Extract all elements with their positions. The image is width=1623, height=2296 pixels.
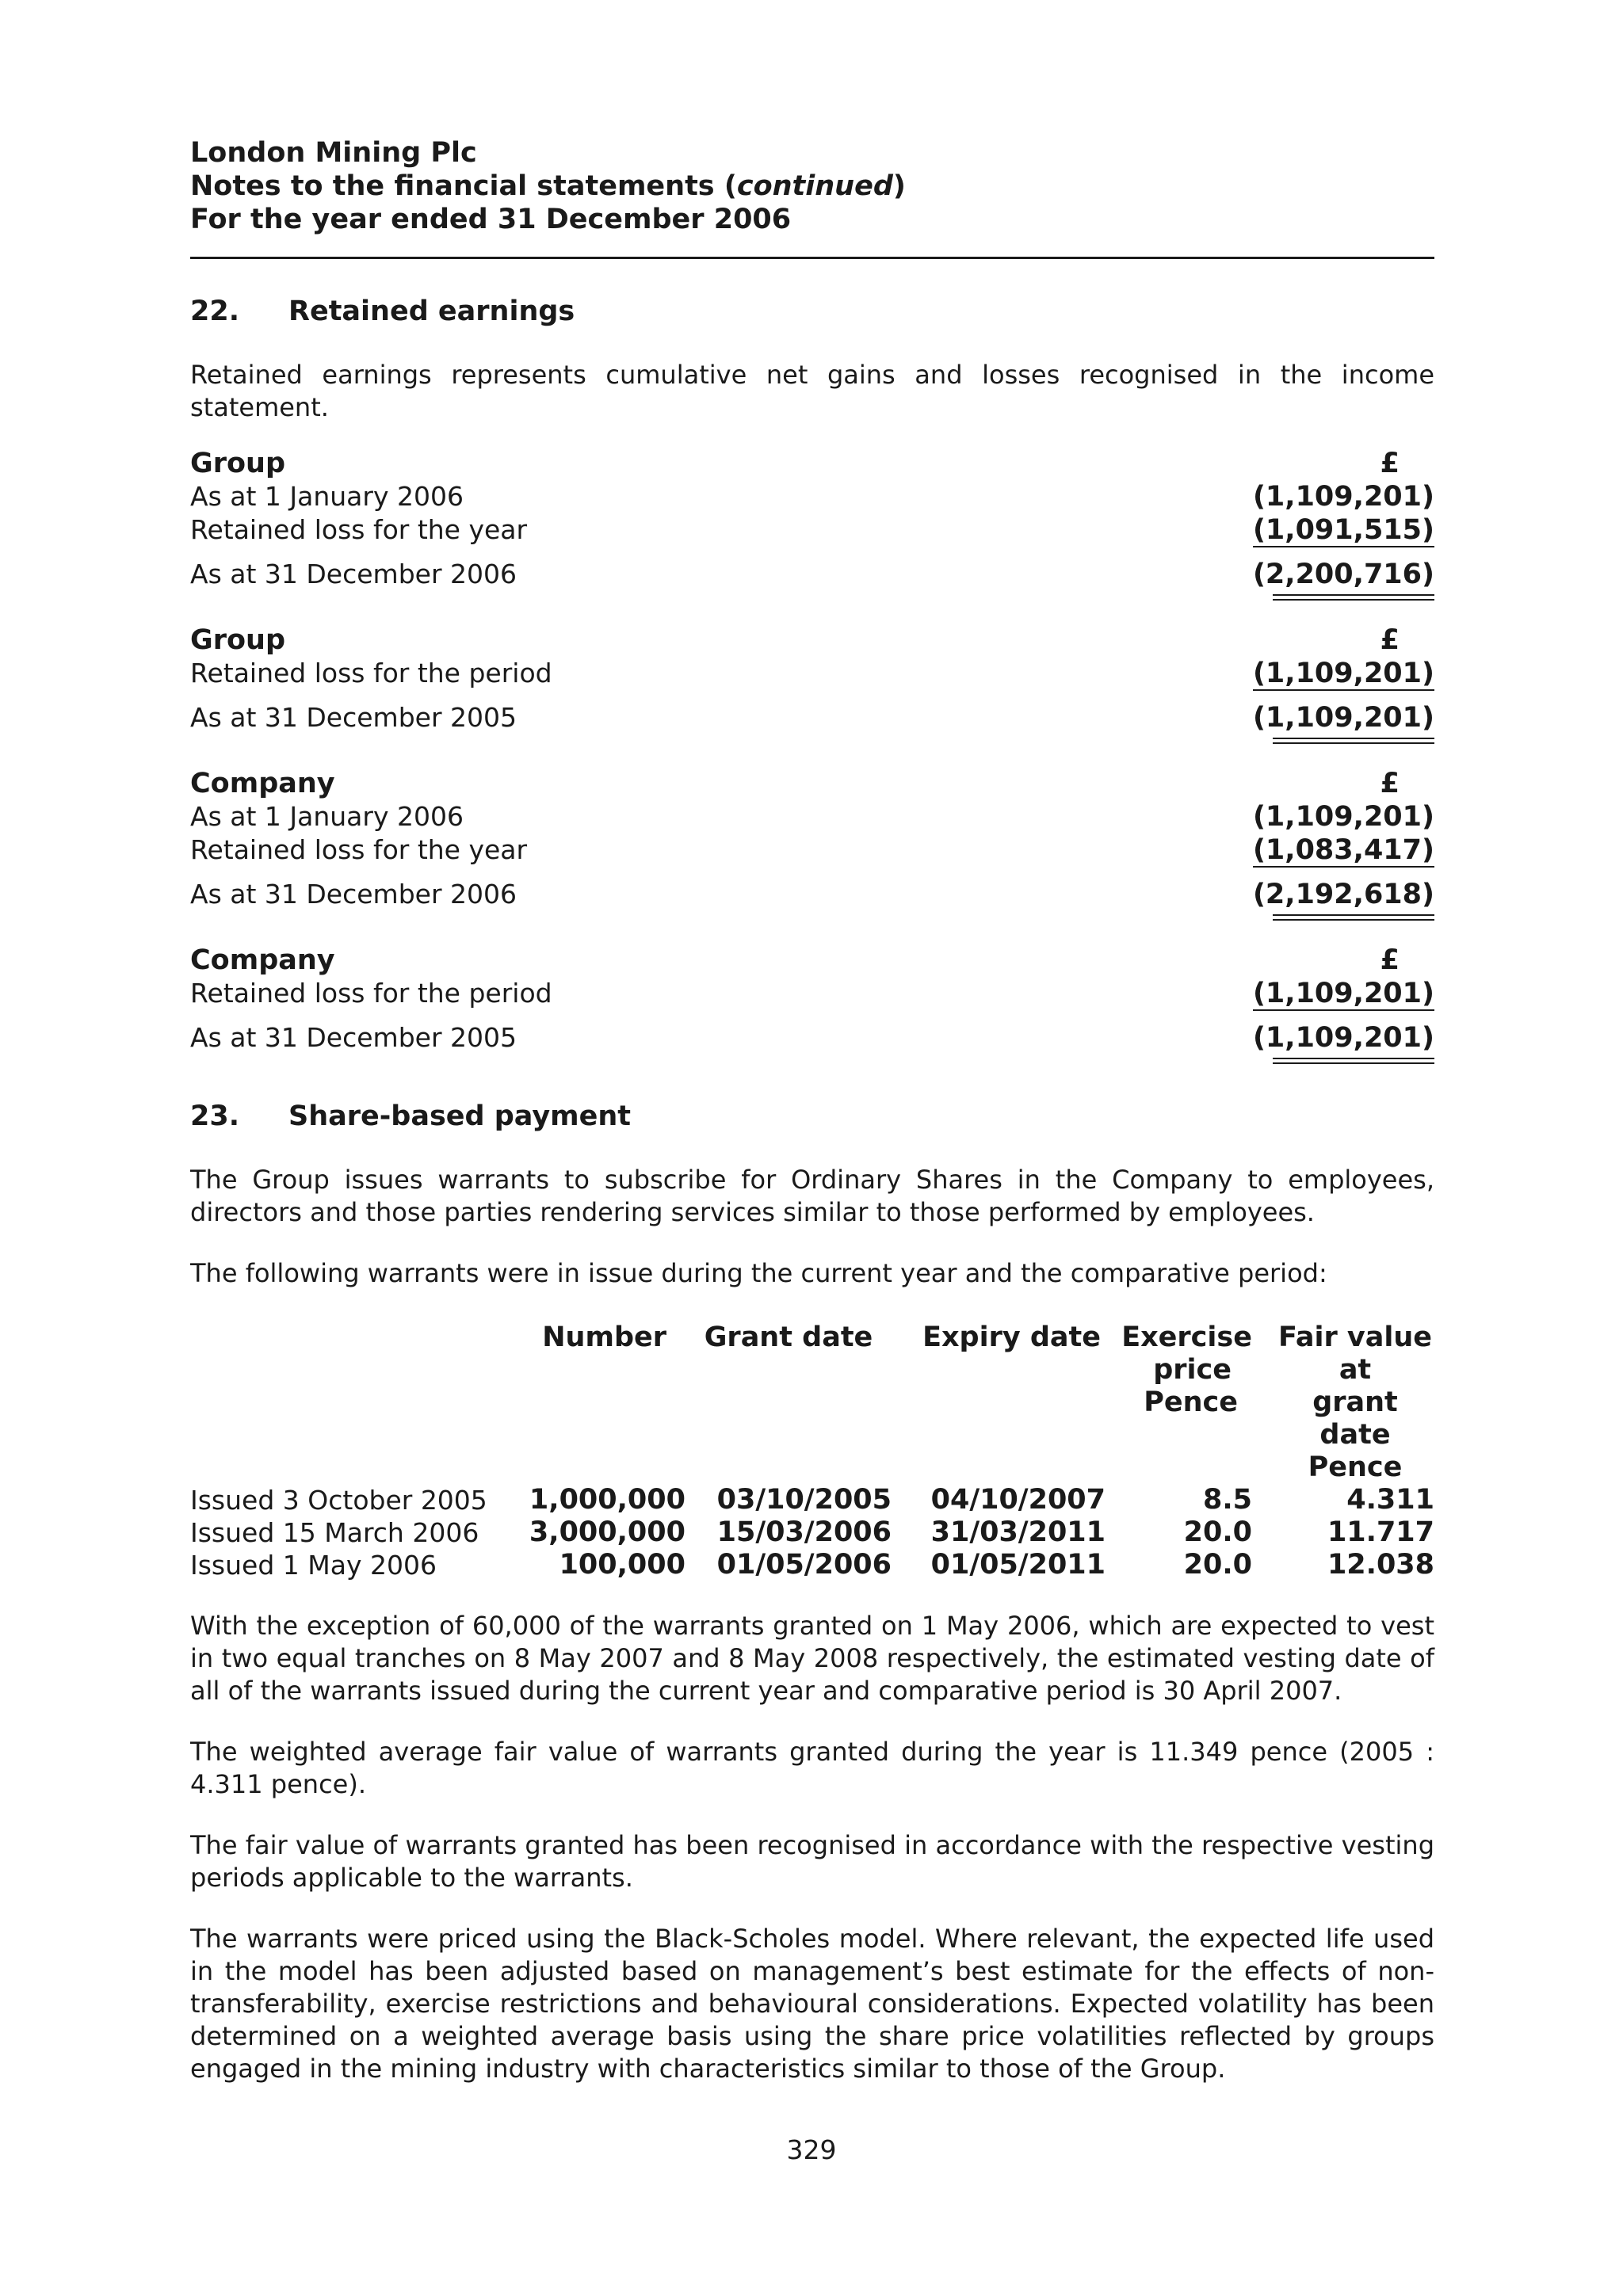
double-underline <box>1273 594 1434 601</box>
cell-number: 100,000 <box>559 1549 685 1581</box>
total-value: (2,200,716) <box>1252 559 1434 590</box>
section-number: 23. <box>190 1100 240 1132</box>
total-label: As at 31 December 2006 <box>190 559 517 589</box>
total-value: (1,109,201) <box>1252 1022 1434 1054</box>
header-grant-date: Grant date <box>704 1322 873 1353</box>
section-23-heading <box>190 1100 1434 1132</box>
total-value: (2,192,618) <box>1252 879 1434 910</box>
page-number: 329 <box>786 2134 837 2165</box>
black-scholes-paragraph: The warrants were priced using the Black-Scholes model. Where relevant, the expected life used in the model has been adjusted based on management’s best estimate for the effects of non-transferability, exercise restrictions and behavioural considerations. Expected volatility has been determined on a weighted average basis using the share price volatilities reflected by groups engaged in the mining industry with characteristics similar to those of the Group. <box>190 1924 1434 2084</box>
block-heading: Group <box>190 624 286 656</box>
period-title: For the year ended 31 December 2006 <box>190 204 792 235</box>
table-row <box>190 1549 1434 1581</box>
statement-row <box>190 657 1434 690</box>
row-label: Retained loss for the period <box>190 978 552 1009</box>
cell-grant-date: 01/05/2006 <box>716 1549 892 1581</box>
currency-symbol: £ <box>1380 768 1400 799</box>
row-value: (1,109,201) <box>1252 658 1434 689</box>
cell-number: 1,000,000 <box>529 1484 685 1516</box>
header-exercise-price: Exercise price Pence <box>1121 1322 1252 1418</box>
header-number: Number <box>542 1322 666 1353</box>
section-title: Retained earnings <box>288 296 575 327</box>
group-2005-block <box>190 624 1434 744</box>
row-label: Issued 3 October 2005 <box>190 1485 487 1516</box>
total-label: As at 31 December 2005 <box>190 1022 517 1053</box>
section-title: Share-based payment <box>288 1100 632 1132</box>
retained-earnings-intro: Retained earnings represents cumulative net gains and losses recognised in the income statement. <box>190 360 1434 422</box>
header-fair-value: Fair value at grant date Pence <box>1277 1322 1432 1483</box>
row-value: (1,109,201) <box>1252 801 1434 833</box>
row-value: (1,091,515) <box>1252 514 1434 546</box>
cell-exercise-price: 20.0 <box>1183 1549 1252 1581</box>
company-name: London Mining Plc <box>190 137 477 169</box>
block-heading-row <box>190 624 1434 657</box>
total-row <box>190 558 1434 591</box>
cell-fair-value: 4.311 <box>1346 1484 1434 1516</box>
total-row <box>190 878 1434 911</box>
statement-row <box>190 833 1434 867</box>
row-label: Retained loss for the period <box>190 658 552 688</box>
statement-row <box>190 977 1434 1010</box>
row-label: As at 1 January 2006 <box>190 801 464 832</box>
statement-row <box>190 513 1434 547</box>
cell-expiry-date: 01/05/2011 <box>930 1549 1106 1581</box>
cell-grant-date: 03/10/2005 <box>716 1484 892 1516</box>
page-content <box>190 136 1434 2085</box>
warrants-table <box>190 1322 1434 1581</box>
cell-exercise-price: 20.0 <box>1183 1516 1252 1548</box>
block-heading: Group <box>190 448 286 479</box>
block-heading-row <box>190 768 1434 800</box>
total-value: (1,109,201) <box>1252 702 1434 734</box>
statement-row <box>190 480 1434 513</box>
total-label: As at 31 December 2005 <box>190 702 517 733</box>
company-2006-block <box>190 768 1434 921</box>
table-row <box>190 1516 1434 1549</box>
row-label: As at 1 January 2006 <box>190 481 464 512</box>
notes-title: Notes to the financial statements (continued) <box>190 170 906 202</box>
cell-fair-value: 12.038 <box>1327 1549 1434 1581</box>
fair-value-recognition-paragraph: The fair value of warrants granted has been recognised in accordance with the respective vesting periods applicable to the warrants. <box>190 1830 1434 1893</box>
vesting-paragraph: With the exception of 60,000 of the warrants granted on 1 May 2006, which are expected to vest in two equal tranches on 8 May 2007 and 8 May 2008 respectively, the estimated vesting date of all of the warrants issued during the current year and comparative period is 30 April 2007. <box>190 1611 1434 1706</box>
block-heading-row <box>190 944 1434 977</box>
document-header <box>190 136 1434 259</box>
row-value: (1,083,417) <box>1252 834 1434 866</box>
double-underline <box>1273 738 1434 744</box>
cell-exercise-price: 8.5 <box>1202 1484 1252 1516</box>
cell-fair-value: 11.717 <box>1327 1516 1434 1548</box>
total-row <box>190 701 1434 734</box>
cell-number: 3,000,000 <box>529 1516 685 1548</box>
currency-symbol: £ <box>1380 624 1400 656</box>
row-label: Issued 1 May 2006 <box>190 1550 437 1581</box>
currency-symbol: £ <box>1380 944 1400 976</box>
table-row <box>190 1484 1434 1516</box>
double-underline <box>1273 914 1434 921</box>
weighted-average-paragraph: The weighted average fair value of warrants granted during the year is 11.349 pence (2005 : 4.311 pence). <box>190 1737 1434 1799</box>
row-label: Retained loss for the year <box>190 834 528 865</box>
currency-symbol: £ <box>1380 448 1400 479</box>
block-heading: Company <box>190 944 335 976</box>
block-heading: Company <box>190 768 335 799</box>
header-rule <box>190 257 1434 259</box>
warrants-table-intro: The following warrants were in issue during the current year and the comparative period: <box>190 1258 1327 1288</box>
row-value: (1,109,201) <box>1252 978 1434 1009</box>
double-underline <box>1273 1058 1434 1064</box>
cell-grant-date: 15/03/2006 <box>716 1516 892 1548</box>
row-value: (1,109,201) <box>1252 481 1434 513</box>
company-2005-block <box>190 944 1434 1064</box>
row-label: Retained loss for the year <box>190 514 528 545</box>
total-label: As at 31 December 2006 <box>190 879 517 910</box>
total-row <box>190 1021 1434 1055</box>
group-2006-block <box>190 448 1434 601</box>
cell-expiry-date: 04/10/2007 <box>930 1484 1106 1516</box>
section-number: 22. <box>190 296 240 327</box>
cell-expiry-date: 31/03/2011 <box>930 1516 1106 1548</box>
statement-row <box>190 800 1434 833</box>
header-expiry-date: Expiry date <box>922 1322 1101 1353</box>
section-22-heading <box>190 296 1434 327</box>
block-heading-row <box>190 448 1434 480</box>
row-label: Issued 15 March 2006 <box>190 1517 479 1548</box>
table-header-row <box>190 1322 1434 1484</box>
warrants-intro-paragraph: The Group issues warrants to subscribe for Ordinary Shares in the Company to employees, directors and those parties rendering services similar to those performed by employees. <box>190 1165 1434 1227</box>
